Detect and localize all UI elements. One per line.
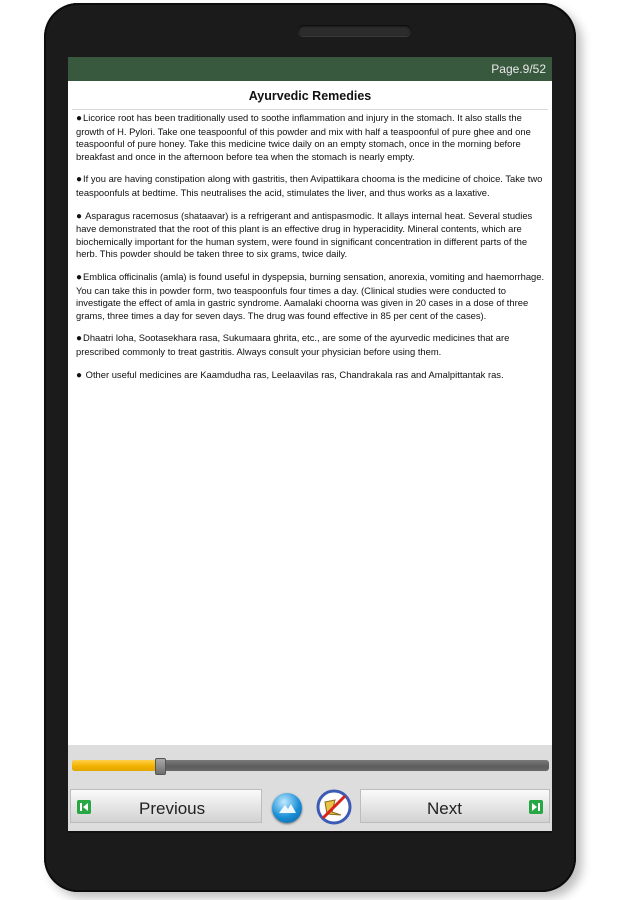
title-divider (72, 109, 548, 110)
paragraph-text: If you are having constipation along with gastritis, then Avipattikara chooma is the medicine of choice. Take two teaspoonfuls at bedtime. This neutralises the acid, stimulates the liver, and thus works as a laxative. (76, 173, 543, 198)
mountain-icon (272, 793, 302, 823)
bullet-icon: ● (76, 113, 83, 124)
page-content (68, 81, 552, 745)
paragraph-text: Other useful medicines are Kaamdudha ras, Leelaavilas ras, Chandrakala ras and Amalpittantak ras. (83, 368, 504, 380)
paragraph-text: Licorice root has been traditionally used to soothe inflammation and injury in the stomach. It also stalls the growth of H. Pylori. Take one teaspoonful of this powder and mix with half a teaspoonful of pure ghee and one teaspoonful of pure honey. Take this medicine twice daily on an empty stomach, once in the morning before breakfast and once in the afternoon before tea when the stomach is nearly empty. (76, 112, 531, 162)
previous-button[interactable] (70, 789, 262, 823)
progress-thumb[interactable] (155, 758, 166, 775)
no-ads-icon[interactable] (315, 788, 353, 826)
page-title: Ayurvedic Remedies (248, 89, 372, 103)
article-body (76, 112, 546, 392)
paragraph-asparagus (76, 210, 546, 261)
paragraph-other-medicines (76, 369, 546, 383)
page-progress-slider[interactable] (72, 760, 549, 771)
speaker-grille (298, 25, 411, 36)
arrow-left-icon (77, 800, 91, 814)
screen (68, 57, 552, 831)
previous-label: Previous (139, 799, 206, 818)
paragraph-dhaatri-loha (76, 332, 546, 358)
page-indicator: Page.9/52 (491, 62, 546, 76)
paragraph-amla (76, 271, 546, 322)
next-label: Next (427, 799, 462, 818)
arrow-right-icon (529, 800, 543, 814)
paragraph-licorice (76, 112, 546, 163)
paragraph-text: Dhaatri loha, Sootasekhara rasa, Sukumaara ghrita, etc., are some of the ayurvedic medicines that are prescribed commonly to treat gastritis. Always consult your physician before using them. (76, 332, 510, 357)
page-header-bar (68, 57, 552, 81)
screen-bottom-edge (68, 831, 552, 833)
bullet-icon: ● (76, 333, 83, 345)
paragraph-avipattikara (76, 173, 546, 199)
progress-fill (72, 760, 158, 771)
bullet-icon: ● (76, 369, 83, 381)
paragraph-text: Emblica officinalis (amla) is found useful in dyspepsia, burning sensation, anorexia, vomiting and haemorrhage. You can take this in powder form, two teaspoonfuls four times a day. (Clinical studies were conducted to investigate the effect of amla in gastric syndrome. Aamalaki choorna was given in 20 cases in a dose of three grams, three times a day for seven days. The drug was found effective in 85 per cent of the cases). (76, 270, 545, 321)
next-button[interactable] (360, 789, 550, 823)
navigation-bar (68, 787, 552, 827)
mountain-globe-icon[interactable] (272, 793, 302, 823)
paragraph-text: Asparagus racemosus (shataavar) is a refrigerant and antispasmodic. It allays internal heat. Several studies have demonstrated that the root of this plant is an effective drug in hyperacidity. Mineral contents, which are biochemically important for the human system, were found in significant concentration in different parts of the herb. This powder should be taken three to six grams, twice daily. (76, 209, 533, 260)
bullet-icon: ● (76, 174, 83, 186)
bullet-icon: ● (76, 271, 83, 283)
bullet-icon: ● (76, 210, 83, 222)
